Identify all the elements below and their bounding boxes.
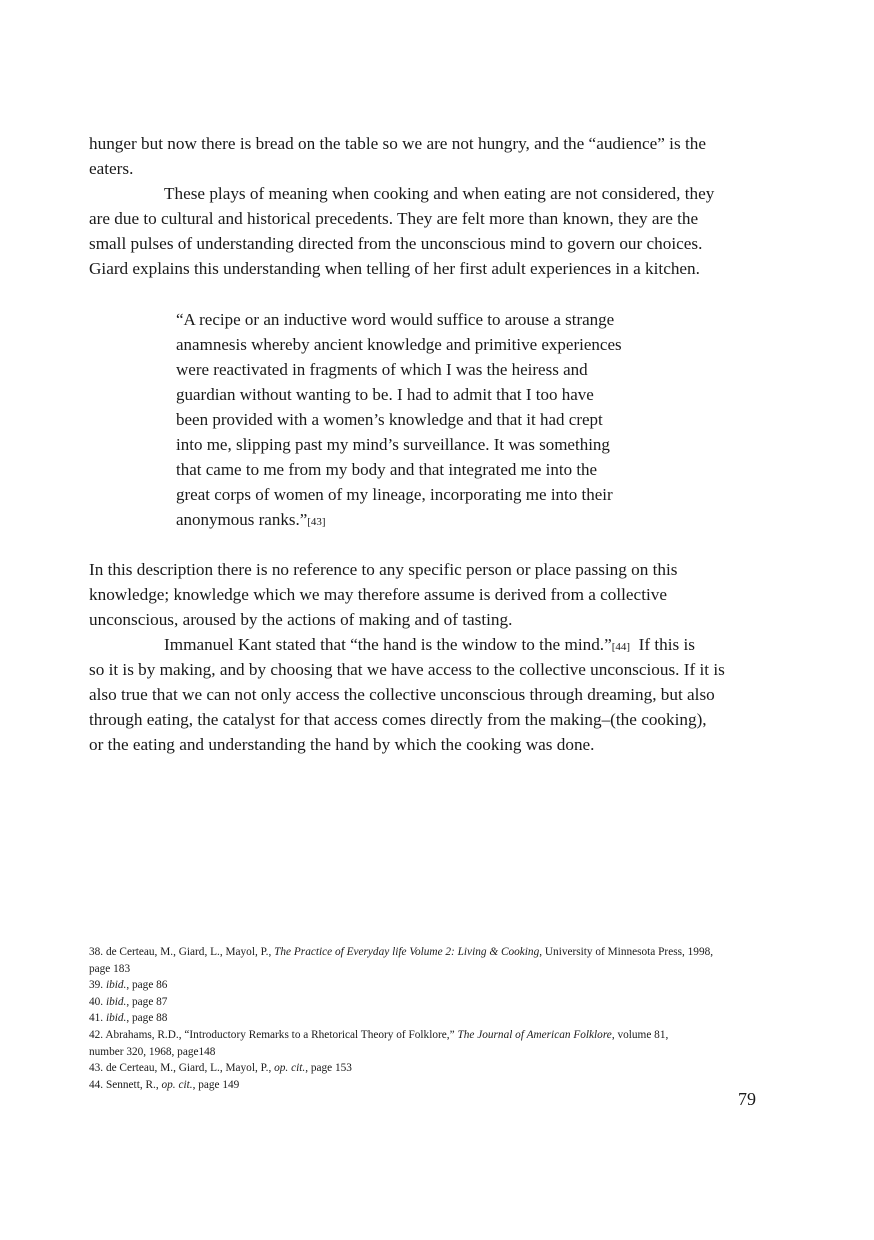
- footnote-text: 42. Abrahams, R.D., “Introductory Remarks to a Rhetorical Theory of Folklore,”: [89, 1028, 458, 1041]
- text-line: [176, 457, 622, 482]
- text-line: [176, 432, 622, 457]
- line-text: Giard explains this understanding when telling of her first adult experiences in a kitchen.: [89, 259, 700, 278]
- line-text: knowledge; knowledge which we may therefore assume is derived from a collective: [89, 585, 667, 604]
- text-line: [89, 231, 714, 256]
- line-text: guardian without wanting to be. I had to admit that I too have: [176, 385, 594, 404]
- line-text: eaters.: [89, 159, 134, 178]
- text-line: [89, 682, 725, 707]
- footnote-text: ibid.: [105, 995, 127, 1008]
- footnotes: [89, 944, 713, 1093]
- line-text: unconscious, aroused by the actions of making and of tasting.: [89, 610, 513, 629]
- line-text: were reactivated in fragments of which I was the heiress and: [176, 360, 588, 379]
- line-text: These plays of meaning when cooking and when eating are not considered, they: [164, 184, 715, 203]
- footnote-text: 39.: [89, 979, 106, 992]
- text-line: [176, 382, 622, 407]
- text-line: [89, 707, 725, 732]
- footnote: [89, 994, 713, 1011]
- line-text: If this is: [630, 635, 695, 654]
- footnote-text: ibid.: [105, 979, 127, 992]
- footnote-ref: [43]: [307, 516, 326, 528]
- line-text: been provided with a women’s knowledge and that it had crept: [176, 410, 603, 429]
- footnote-ref: [44]: [611, 641, 631, 653]
- footnote: [89, 961, 713, 978]
- footnote: [89, 944, 713, 961]
- text-line: [176, 307, 622, 332]
- text-line: [89, 632, 725, 657]
- footnote-text: , page 86: [126, 979, 168, 992]
- text-line: [89, 557, 725, 582]
- text-line: [89, 657, 725, 682]
- text-line: [89, 206, 714, 231]
- line-text: also true that we can not only access the collective unconscious through dreaming, but also: [89, 685, 715, 704]
- footnote: [89, 1010, 713, 1027]
- text-line: [89, 131, 714, 156]
- footnote-text: 43. de Certeau, M., Giard, L., Mayol, P.,: [89, 1062, 275, 1075]
- footnote: [89, 1044, 713, 1061]
- footnote: [89, 1077, 713, 1094]
- footnote-text: , page 149: [192, 1078, 240, 1091]
- footnote-text: 44. Sennett, R.,: [89, 1078, 162, 1091]
- footnote-text: number 320, 1968, page148: [89, 1045, 216, 1058]
- text-line: [176, 407, 622, 432]
- line-text: so it is by making, and by choosing that we have access to the collective unconscious. If it is: [89, 660, 725, 679]
- line-text: hunger but now there is bread on the table so we are not hungry, and the “audience” is the: [89, 134, 706, 153]
- text-line: [176, 482, 622, 507]
- footnote-text: page 183: [89, 962, 131, 975]
- footnote-text: ibid.: [105, 1012, 127, 1025]
- footnote-text: The Journal of American Folklore: [457, 1028, 612, 1041]
- paragraph-1: [89, 131, 714, 281]
- footnote-text: , page 153: [305, 1062, 352, 1075]
- footnote: [89, 1027, 713, 1044]
- line-text: through eating, the catalyst for that access comes directly from the making–(the cooking),: [89, 710, 707, 729]
- text-line: [89, 732, 725, 757]
- footnote-text: 40.: [89, 995, 106, 1008]
- footnote-text: op. cit.: [161, 1078, 193, 1091]
- line-text: small pulses of understanding directed from the unconscious mind to govern our choices.: [89, 234, 703, 253]
- footnote-text: 41.: [89, 1012, 106, 1025]
- line-text: that came to me from my body and that integrated me into the: [176, 460, 598, 479]
- text-line: [89, 607, 725, 632]
- footnote-text: 38. de Certeau, M., Giard, L., Mayol, P.,: [89, 946, 275, 958]
- footnote-text: , page 87: [126, 995, 168, 1008]
- line-text: into me, slipping past my mind’s surveillance. It was something: [176, 435, 610, 454]
- footnote: [89, 1060, 713, 1077]
- line-text: In this description there is no reference to any specific person or place passing on this: [89, 560, 678, 579]
- line-text: Immanuel Kant stated that “the hand is the window to the mind.”: [164, 635, 612, 654]
- footnote-text: , page 88: [126, 1012, 168, 1025]
- line-text: are due to cultural and historical precedents. They are felt more than known, they are the: [89, 209, 699, 228]
- text-line: [176, 332, 622, 357]
- line-text: great corps of women of my lineage, incorporating me into their: [176, 485, 613, 504]
- footnote-text: op. cit.: [274, 1062, 306, 1075]
- text-line: [89, 156, 714, 181]
- paragraph-2: [89, 557, 725, 757]
- text-line: [89, 256, 714, 281]
- footnote-text: , University of Minnesota Press, 1998,: [539, 946, 714, 958]
- line-text: “A recipe or an inductive word would suffice to arouse a strange: [176, 310, 615, 329]
- footnote-text: , volume 81,: [611, 1028, 669, 1041]
- footnote: [89, 977, 713, 994]
- line-text: anonymous ranks.”: [176, 510, 308, 529]
- text-line: [89, 181, 714, 206]
- line-text: or the eating and understanding the hand by which the cooking was done.: [89, 735, 595, 754]
- block-quote: [176, 307, 622, 532]
- line-text: anamnesis whereby ancient knowledge and primitive experiences: [176, 335, 622, 354]
- text-line: [176, 357, 622, 382]
- text-line: [176, 507, 622, 532]
- footnote-text: The Practice of Everyday life Volume 2: Living & Cooking: [274, 946, 540, 958]
- text-line: [89, 582, 725, 607]
- page-number: 79: [738, 1089, 756, 1109]
